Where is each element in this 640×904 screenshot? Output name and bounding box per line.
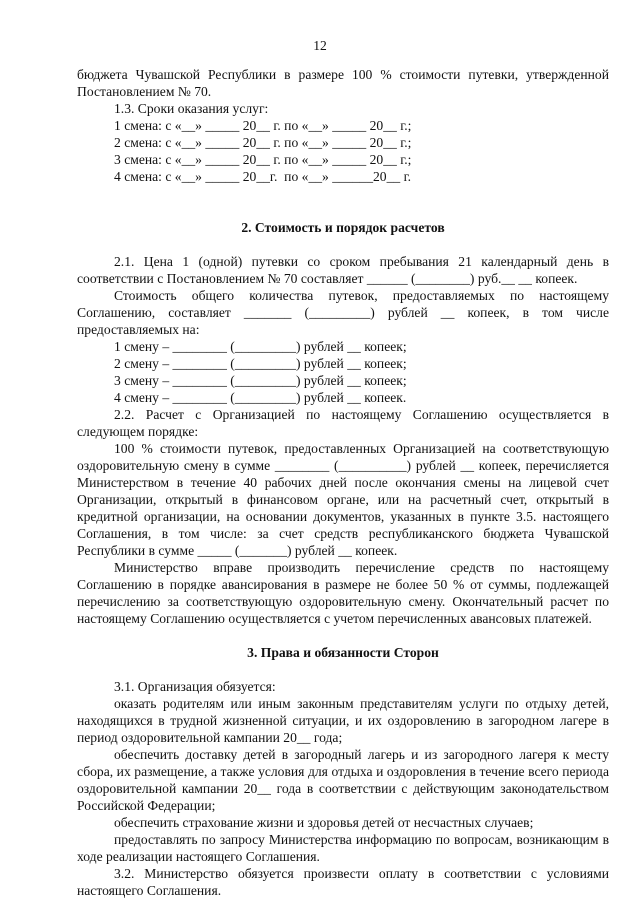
paragraph-1-3: 1.3. Сроки оказания услуг: <box>114 101 269 116</box>
obligation-information: предоставлять по запросу Министерства информацию по вопросам, возникающим в ходе реализации настоящего Соглашения. <box>77 832 609 864</box>
paragraph-payment-full: 100 % стоимости путевок, предоставленных Организацией на соответствующую оздоровительную смену в сумме ________ (__________) рублей __ копеек, перечисляется Министерством в течение 40 рабочих дней после окончания смены на лицевой счет Организации, открытый в финансовом органе, или на расчетный счет, открытый в кредитной организации, на основании документов, указанных в пункте 3.5. настоящего Соглашения, в том числе: за счет средств республиканского бюджета Чувашской Республики в сумме _____ (_______) рублей __ копеек. <box>77 441 609 558</box>
obligation-insurance: обеспечить страхование жизни и здоровья детей от несчастных случаев; <box>114 815 534 830</box>
paragraph-2-1: 2.1. Цена 1 (одной) путевки со сроком пребывания 21 календарный день в соответствии с Постановлением № 70 составляет ______ (________) руб.__ __ копеек. <box>77 254 609 286</box>
shift-cost-1: 1 смену – ________ (_________) рублей __ копеек; <box>114 339 407 354</box>
shift-dates-3: 3 смена: с «__» _____ 20__ г. по «__» _____ 20__ г.; <box>114 152 412 167</box>
shift-cost-4: 4 смену – ________ (_________) рублей __ копеек. <box>114 390 407 405</box>
obligation-services: оказать родителям или иным законным представителям услуги по отдыху детей, находящихся в трудной жизненной ситуации, и их оздоровлению в загородном лагере в период оздоровительной кампании 20__ года; <box>77 696 609 745</box>
shift-cost-3: 3 смену – ________ (_________) рублей __ копеек; <box>114 373 407 388</box>
section-heading-3: 3. Права и обязанности Сторон <box>247 645 439 660</box>
paragraph-budget-share: бюджета Чувашской Республики в размере 100 % стоимости путевки, утвержденной Постановлением № 70. <box>77 67 609 99</box>
paragraph-3-1: 3.1. Организация обязуется: <box>114 679 276 694</box>
paragraph-2-2: 2.2. Расчет с Организацией по настоящему Соглашению осуществляется в следующем порядке: <box>77 407 609 439</box>
document-body <box>77 66 609 899</box>
paragraph-advance-payment: Министерство вправе производить перечисление средств по настоящему Соглашению в порядке авансирования в размере не более 50 % от суммы, подлежащей перечислению за соответствующую оздоровительную смену. Окончательный расчет по настоящему Соглашению осуществляется с учетом перечисленных авансовых платежей. <box>77 560 609 626</box>
shift-dates-2: 2 смена: с «__» _____ 20__ г. по «__» _____ 20__ г.; <box>114 135 412 150</box>
section-heading-2: 2. Стоимость и порядок расчетов <box>241 220 445 235</box>
shift-dates-4: 4 смена: с «__» _____ 20__г. по «__» ______20__ г. <box>114 169 412 184</box>
obligation-transport: обеспечить доставку детей в загородный лагерь и из загородного лагеря к месту сбора, их размещение, а также условия для отдыха и оздоровления в течение всего периода оздоровительной кампании 20__ года в соответствии с действующим законодательством Российской Федерации; <box>77 747 609 813</box>
shift-dates-1: 1 смена: с «__» _____ 20__ г. по «__» _____ 20__ г.; <box>114 118 412 133</box>
shift-cost-2: 2 смену – ________ (_________) рублей __ копеек; <box>114 356 407 371</box>
paragraph-total-cost: Стоимость общего количества путевок, предоставляемых по настоящему Соглашению, составляет _______ (_________) рублей __ копеек, в том числе предоставляемых на: <box>77 288 609 337</box>
page-number: 12 <box>313 38 327 53</box>
paragraph-3-2: 3.2. Министерство обязуется произвести оплату в соответствии с условиями настоящего Соглашения. <box>77 866 609 898</box>
